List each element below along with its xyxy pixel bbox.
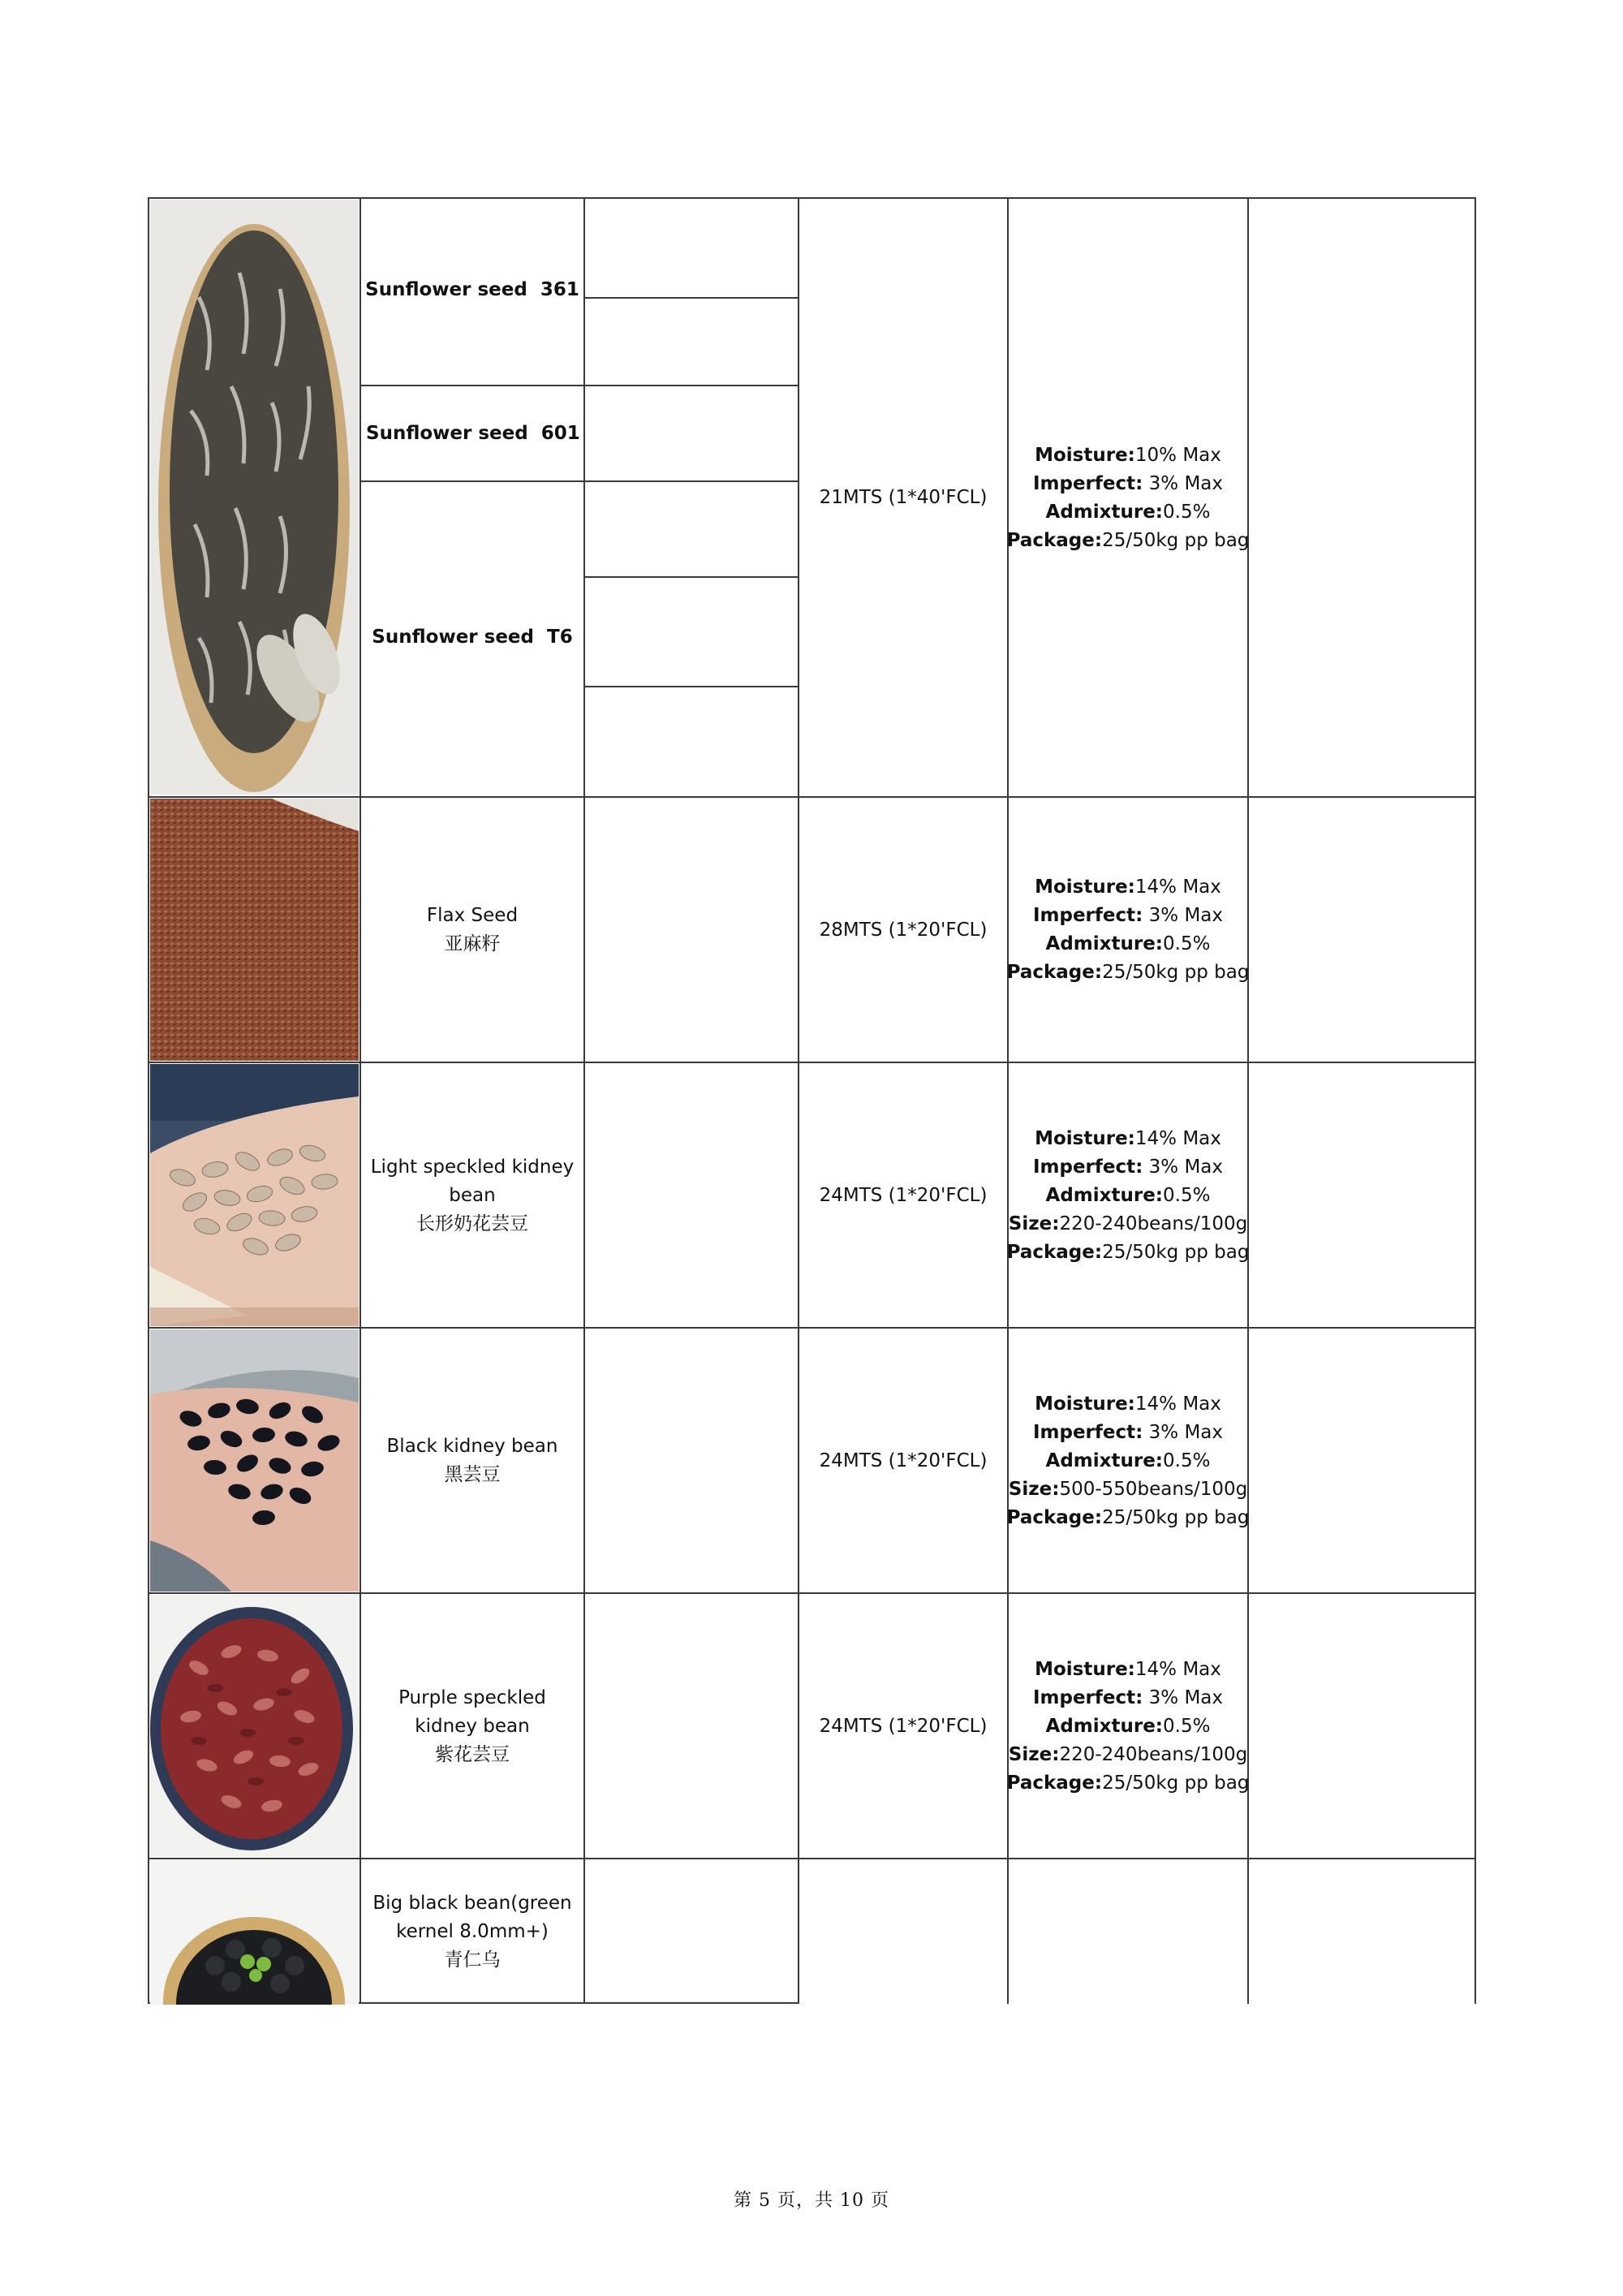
- row-divider: [148, 1062, 1476, 1063]
- light-speckled-kidney-bean-photo: [150, 1064, 359, 1326]
- spec-line: Package:25/50kg pp bag: [1006, 1772, 1250, 1794]
- spec-cell: [1006, 200, 1250, 796]
- product-name-zh: 紫花芸豆: [435, 1743, 510, 1765]
- big-black-bean-photo: [150, 1860, 359, 2005]
- spec-line: Admixture:0.5%: [1045, 933, 1211, 954]
- spec-line: Imperfect: 3% Max: [1032, 1156, 1224, 1178]
- subrow-divider: [583, 686, 799, 687]
- spec-line: Imperfect: 3% Max: [1032, 472, 1224, 494]
- product-name-en: Purple speckled kidney bean: [398, 1686, 546, 1737]
- spec-line: Package:25/50kg pp bag: [1006, 1241, 1250, 1263]
- product-name-big-black-bean: [361, 1860, 583, 2003]
- spec-line: Admixture:0.5%: [1045, 1450, 1211, 1471]
- product-name-flax-seed: [361, 799, 583, 1062]
- product-name-sunflower-361: [361, 200, 583, 385]
- spec-line: Imperfect: 3% Max: [1032, 1421, 1224, 1443]
- quantity-cell: [799, 200, 1007, 796]
- product-name-en: Flax Seed: [426, 905, 519, 926]
- column-divider: [583, 197, 585, 2004]
- spec-line: Moisture:14% Max: [1035, 1393, 1221, 1415]
- product-name-en: Big black bean(green kernel 8.0mm+): [372, 1892, 572, 1942]
- spec-cell: [1006, 1595, 1250, 1858]
- spec-cell: [1006, 1064, 1250, 1327]
- spec-line: Size:220-240beans/100g: [1008, 1743, 1248, 1765]
- product-name-zh: 黑芸豆: [444, 1464, 501, 1485]
- product-name-text: Sunflower seed T6: [372, 627, 573, 648]
- subrow-divider: [583, 297, 799, 299]
- row-divider: [148, 1858, 1476, 1859]
- spec-line: Moisture:14% Max: [1035, 1127, 1221, 1149]
- quantity-text: 24MTS (1*20'FCL): [819, 1715, 988, 1737]
- product-name-black-kidney-bean: [361, 1329, 583, 1592]
- product-name-sunflower-t6: [361, 482, 583, 796]
- product-name-zh: 青仁乌: [444, 1949, 501, 1971]
- page-number: 第 5 页，共 10 页: [734, 2190, 889, 2211]
- black-kidney-bean-photo: [150, 1329, 359, 1592]
- spec-line: Admixture:0.5%: [1045, 1184, 1211, 1206]
- subrow-divider: [583, 576, 799, 578]
- product-name-en: Light speckled kidney bean: [370, 1156, 575, 1206]
- product-name-light-speckled-kidney-bean: [361, 1064, 583, 1327]
- sunflower-seeds-photo: [150, 200, 359, 795]
- column-divider: [148, 197, 149, 2004]
- spec-line: Imperfect: 3% Max: [1032, 905, 1224, 926]
- quantity-text: 24MTS (1*20'FCL): [819, 1184, 988, 1206]
- product-name-purple-speckled-kidney-bean: [361, 1595, 583, 1858]
- column-divider: [1474, 197, 1476, 2004]
- spec-line: Size:220-240beans/100g: [1008, 1213, 1248, 1234]
- quantity-text: 28MTS (1*20'FCL): [819, 919, 988, 941]
- purple-speckled-kidney-bean-photo: [150, 1595, 359, 1857]
- spec-line: Moisture:14% Max: [1035, 1658, 1221, 1680]
- spec-line: Moisture:10% Max: [1035, 444, 1221, 466]
- spec-line: Moisture:14% Max: [1035, 877, 1221, 898]
- spec-cell: [1006, 1329, 1250, 1592]
- spec-line: Imperfect: 3% Max: [1032, 1686, 1224, 1708]
- spec-line: Package:25/50kg pp bag: [1006, 1506, 1250, 1528]
- row-divider: [148, 1592, 1476, 1594]
- spec-cell: [1006, 799, 1250, 1062]
- product-name-text: Sunflower seed 601: [366, 422, 580, 444]
- quantity-cell: [799, 1595, 1007, 1858]
- spec-line: Package:25/50kg pp bag: [1006, 529, 1250, 551]
- product-name-zh: 长形奶花芸豆: [416, 1213, 528, 1234]
- product-name-sunflower-601: [361, 386, 583, 480]
- spec-line: Admixture:0.5%: [1045, 501, 1211, 523]
- quantity-cell: [799, 799, 1007, 1062]
- column-divider: [1247, 197, 1249, 2004]
- product-name-en: Black kidney bean: [386, 1436, 558, 1457]
- product-name-zh: 亚麻籽: [444, 933, 501, 954]
- spec-line: Package:25/50kg pp bag: [1006, 962, 1250, 983]
- row-divider: [148, 1327, 1476, 1329]
- table-top-border: [148, 197, 1476, 199]
- spec-line: Size:500-550beans/100g: [1008, 1478, 1248, 1500]
- quantity-cell: [799, 1329, 1007, 1592]
- row-divider: [148, 796, 1476, 798]
- quantity-text: 21MTS (1*40'FCL): [819, 487, 988, 508]
- quantity-cell: [799, 1064, 1007, 1327]
- product-name-text: Sunflower seed 361: [365, 279, 579, 300]
- flax-seed-photo: [150, 799, 359, 1061]
- quantity-text: 24MTS (1*20'FCL): [819, 1450, 988, 1471]
- spec-line: Admixture:0.5%: [1045, 1715, 1211, 1737]
